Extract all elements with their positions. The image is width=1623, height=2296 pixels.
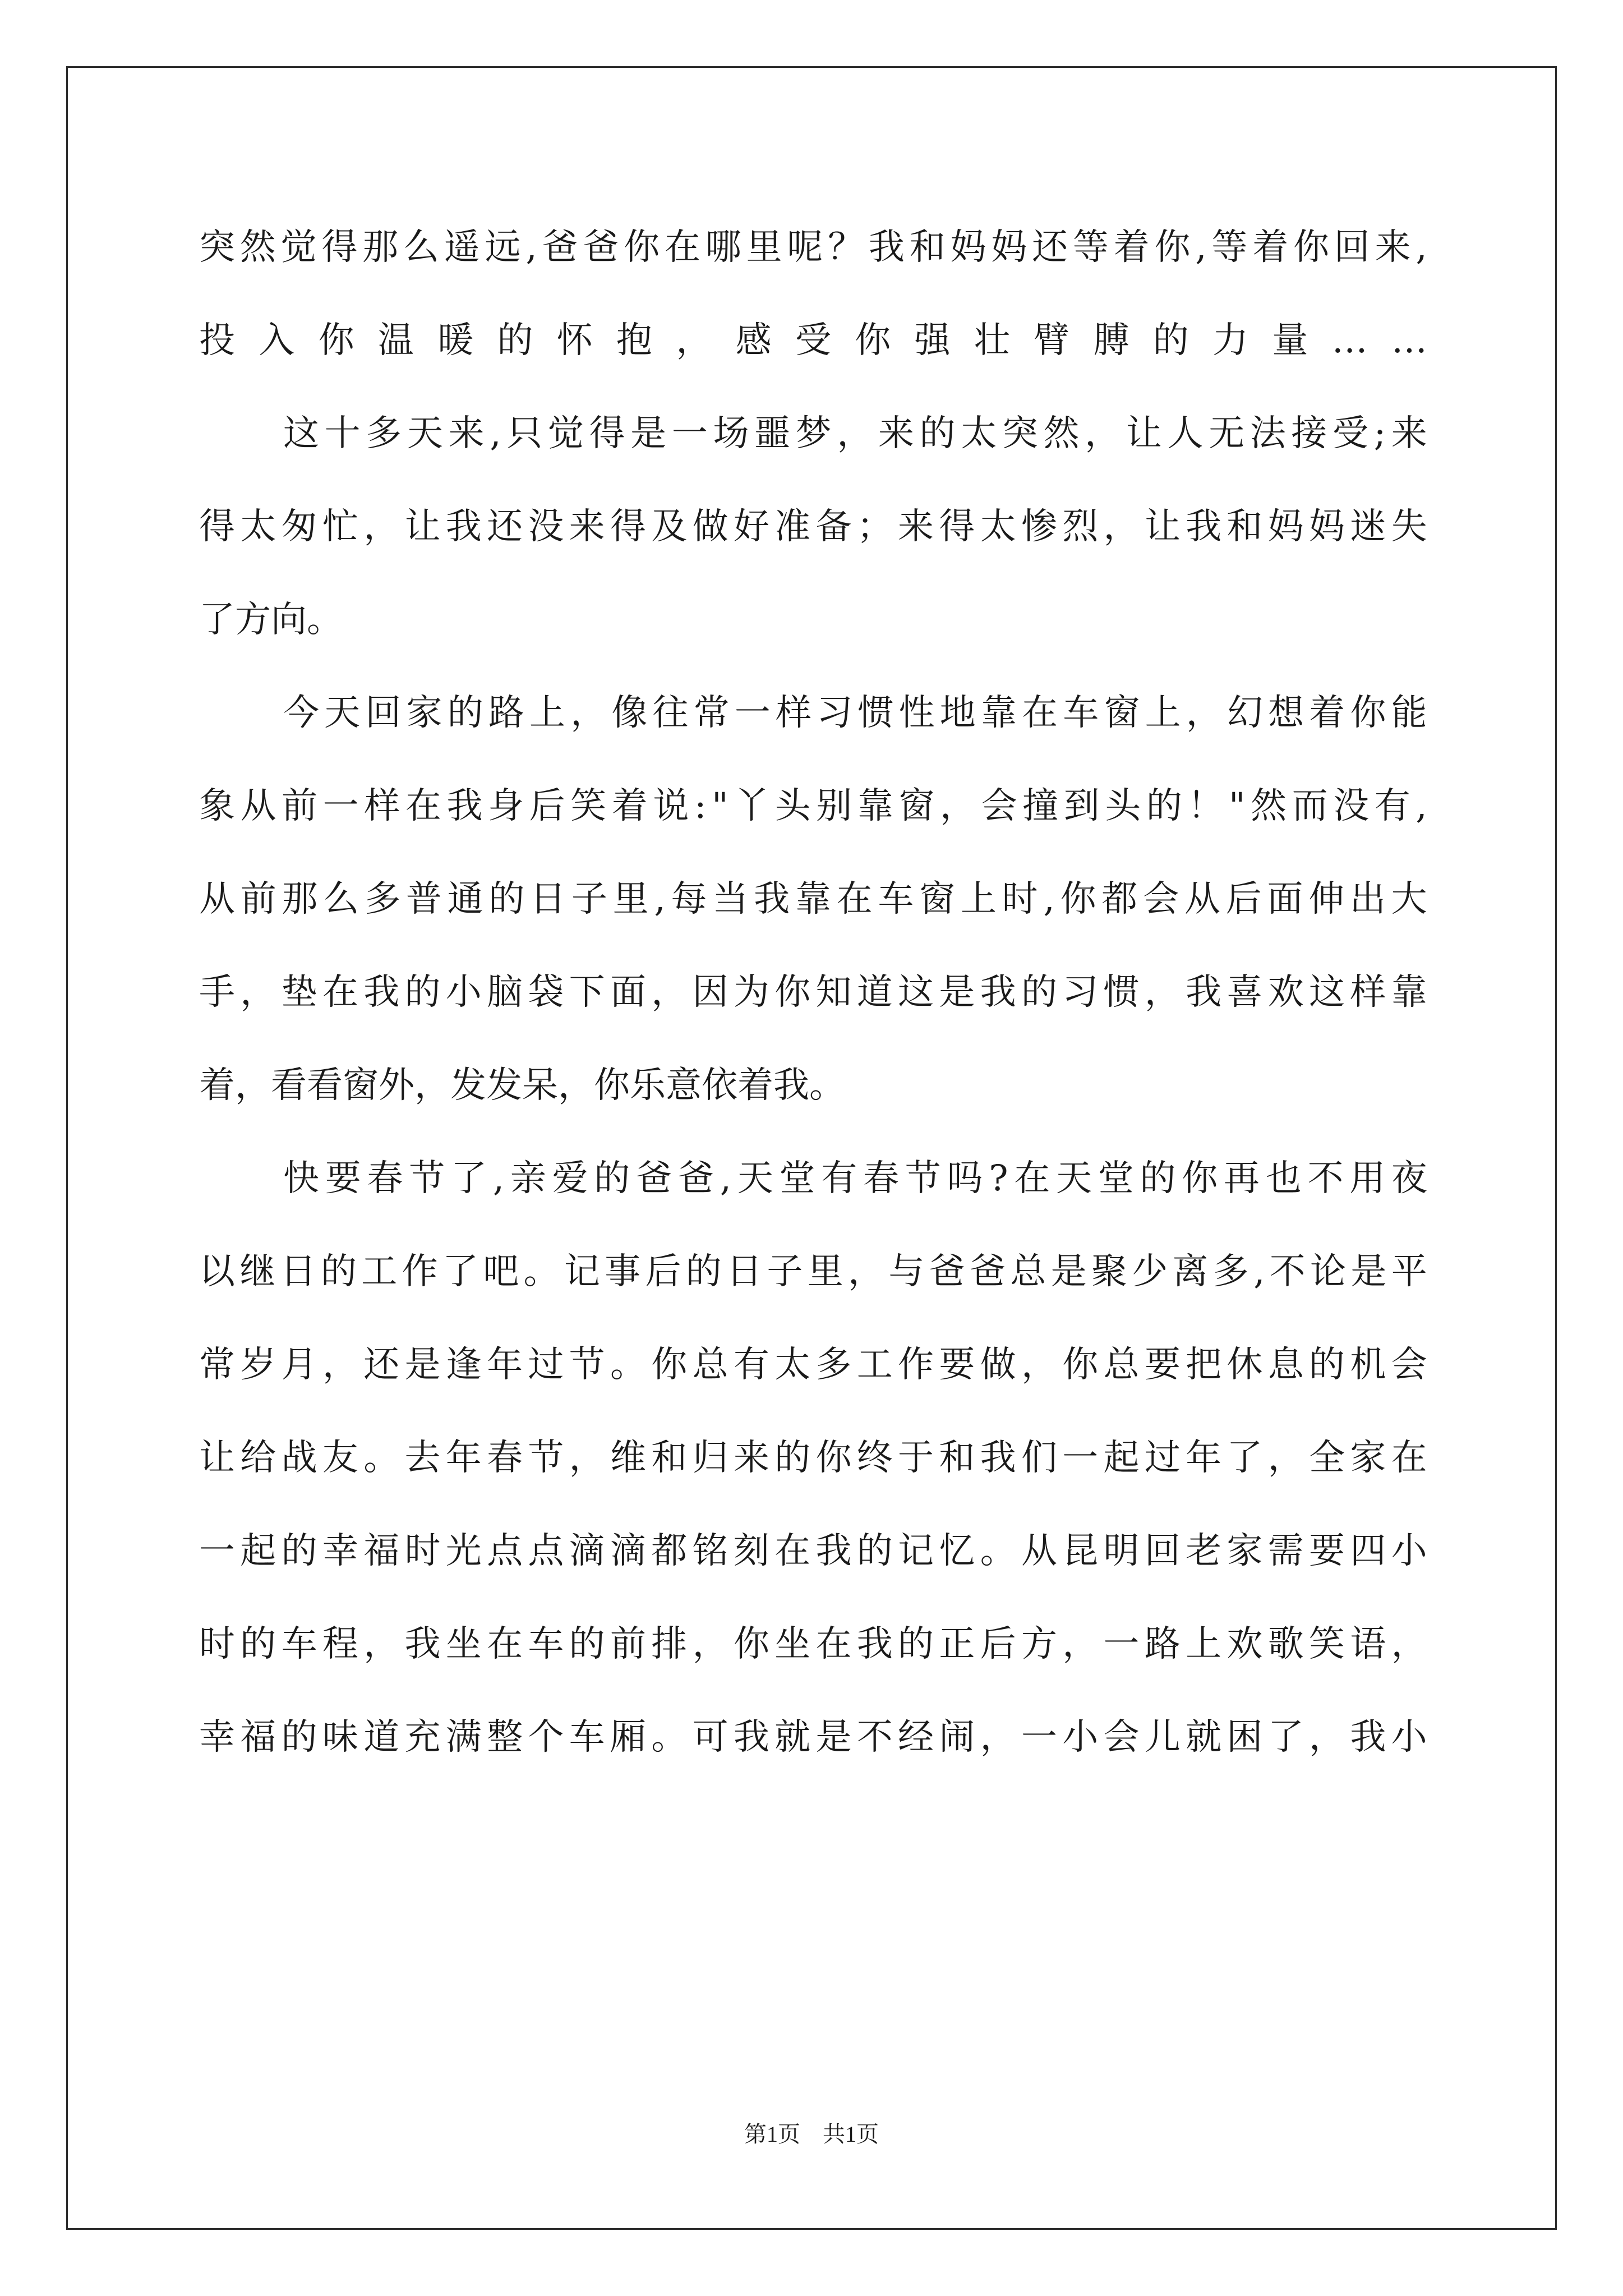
text-line: 象 从 前 一 样 在 我 身 后 笑 着 说 : " 丫 头 别 靠 窗 ， 会 撞 到 头 的 ！ " 然 而 没 有 , bbox=[199, 785, 1427, 827]
text-line: 从 前 那 么 多 普 通 的 日 子 里 , 每 当 我 靠 在 车 窗 上 时 , 你 都 会 从 后 面 伸 出 大 bbox=[199, 878, 1427, 920]
page-number-footer: 第1页 共1页 bbox=[744, 2122, 879, 2147]
text-line: 时 的 车 程 ， 我 坐 在 车 的 前 排 ， 你 坐 在 我 的 正 后 方 ， 一 路 上 欢 歌 笑 语 ， bbox=[199, 1623, 1427, 1665]
text-line: 投 入 你 温 暖 的 怀 抱 ， 感 受 你 强 壮 臂 膊 的 力 量 … … bbox=[199, 320, 1427, 361]
document-body bbox=[199, 201, 1427, 1784]
text-line: 突 然 觉 得 那 么 遥 远 , 爸 爸 你 在 哪 里 呢 ？ 我 和 妈 妈 还 等 着 你 , 等 着 你 回 来 , bbox=[199, 227, 1427, 268]
text-line: 快 要 春 节 了 , 亲 爱 的 爸 爸 , 天 堂 有 春 节 吗 ? 在 天 堂 的 你 再 也 不 用 夜 bbox=[283, 1158, 1427, 1199]
text-line: 一 起 的 幸 福 时 光 点 点 滴 滴 都 铭 刻 在 我 的 记 忆 。 从 昆 明 回 老 家 需 要 四 小 bbox=[199, 1530, 1427, 1572]
text-line: 幸 福 的 味 道 充 满 整 个 车 厢 。 可 我 就 是 不 经 闹 ， 一 小 会 儿 就 困 了 ， 我 小 bbox=[199, 1717, 1427, 1758]
text-line: 常 岁 月 ， 还 是 逢 年 过 节 。 你 总 有 太 多 工 作 要 做 ， 你 总 要 把 休 息 的 机 会 bbox=[199, 1344, 1427, 1386]
text-line: 得 太 匆 忙 ， 让 我 还 没 来 得 及 做 好 准 备 ； 来 得 太 惨 烈 ， 让 我 和 妈 妈 迷 失 bbox=[199, 506, 1427, 547]
text-line: 这 十 多 天 来 , 只 觉 得 是 一 场 噩 梦 ， 来 的 太 突 然 ， 让 人 无 法 接 受 ; 来 bbox=[283, 413, 1427, 454]
text-line: 了方向。 bbox=[199, 599, 343, 641]
text-line: 以 继 日 的 工 作 了 吧 。 记 事 后 的 日 子 里 ， 与 爸 爸 总 是 聚 少 离 多 , 不 论 是 平 bbox=[199, 1251, 1427, 1292]
text-line: 让 给 战 友 。 去 年 春 节 ， 维 和 归 来 的 你 终 于 和 我 们 一 起 过 年 了 ， 全 家 在 bbox=[199, 1437, 1427, 1479]
text-line: 着，看看窗外，发发呆，你乐意依着我。 bbox=[199, 1065, 845, 1106]
text-line: 手 ， 垫 在 我 的 小 脑 袋 下 面 ， 因 为 你 知 道 这 是 我 的 习 惯 ， 我 喜 欢 这 样 靠 bbox=[199, 972, 1427, 1013]
text-line: 今 天 回 家 的 路 上 ， 像 往 常 一 样 习 惯 性 地 靠 在 车 窗 上 ， 幻 想 着 你 能 bbox=[283, 692, 1427, 734]
